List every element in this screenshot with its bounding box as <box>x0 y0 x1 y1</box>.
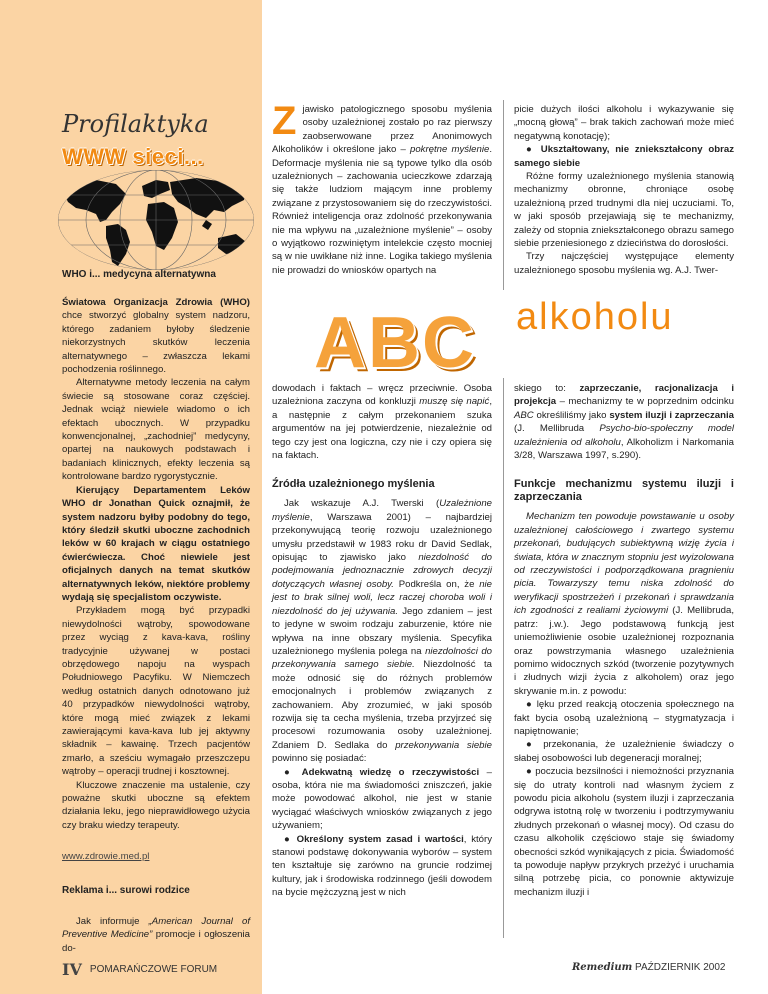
text-italic: Mechanizm ten powoduje powstawanie u osoby uzależnionej całościowego i zwartego systemu przekonań, budujących subiektywną wizję życia i świata, która w znacznym stopniu jest wyizolowana od rzeczywistości i podporządkowana pragnieniu picia. Towarzyszy temu niska zdolność do weryfikacji spostrzeżeń i przekonań i sprawdzania ich zgodności z realiami życiowymi <box>514 511 734 617</box>
text-span: określiliśmy jako <box>533 409 610 421</box>
bullet-item <box>272 833 492 900</box>
text-span: Jego zdaniem – jest to jedyne w swoim rodzaju zaburzenie, które nie wpływa na inne obszary myślenia. Specyfika uzależnionego myślenia polega na <box>272 605 492 657</box>
who-heading: WHO i... medycyna alternatywna <box>62 269 216 280</box>
journal-name: „American Journal of Preventive Medicine” <box>62 916 251 941</box>
text-span: – osoba, która nie ma świadomości zniszczeń, jakie może powodować alkohol, nie jest w stanie wyciągać właściwych wniosków związanych z jego używaniem; <box>272 766 492 832</box>
text-span: Podkreśla on, że <box>393 578 480 590</box>
article-paragraph: Różne formy uzależnionego myślenia stanowią mechanizmy obronne, chroniące osobę uzależnioną przed trudnymi dla niej uczuciami. To, w jaki sposób przejawiają się te mechanizmy, zależy od stopnia zniekształconego obrazu samego siebie przeniesionego z dzieciństwa do dorosłości. <box>514 171 734 250</box>
sidebar-paragraph-bold: Kierujący Departamentem Leków WHO dr Jonathan Quick oznajmił, że system nadzoru byłby podobny do tego, który śledził skutki uboczne zachodnich leków w 60 krajach w ciągu ostatniego ćwierćwiecza. Choć niewiele jest oficjalnych danych na temat skutków alternatywnych leków, niektóre problemy wydają się specjalistom oczywiste. <box>62 484 250 603</box>
footer-section-label: POMARAŃCZOWE FORUM <box>89 964 218 975</box>
article-paragraph: Trzy najczęściej występujące elementy uzależnionego sposobu myślenia wg. A.J. Twer- <box>514 251 734 276</box>
article-column-4 <box>514 382 734 899</box>
text-span: (J. Mellibruda <box>514 423 600 435</box>
article-column-3 <box>272 382 492 900</box>
headline-abc: ABC <box>314 303 476 383</box>
text-span: dowodach i faktach – wręcz przeciwnie. Osoba uzależniona zaczyna od konkluzji <box>272 383 492 408</box>
article-column-2 <box>514 103 734 277</box>
text-span: , Alkoholizm i Narkomania 3/28, Warszawa 1997, s.290). <box>514 436 735 462</box>
text-span: (J. Mellibruda, patrz: j.w.). Jego podstawową funkcją jest uniemożliwienie osobie uzależnionej rozpoznania oraz powstrzymania własnego uzależnienia pomimo widocznych szkód (tworzenie pozytywnych i złudnych wizji życia z alkoholem) oraz jego skrywanie m.in. z powodu: <box>514 605 734 697</box>
text-bold: zaprzeczanie, racjonalizacja i projekcja <box>514 383 735 408</box>
footer-right <box>572 962 725 973</box>
sidebar-text-span: promocje i ogłoszenia do- <box>62 929 250 954</box>
subheading-functions: Funkcje mechanizmu systemu iluzji i zaprzeczania <box>514 478 734 504</box>
bullet-heading: ● Ukształtowany, nie zniekształcony obraz samego siebie <box>514 144 734 169</box>
text-span: , a następnie z całym przekonaniem szuka argumentów na jej potwierdzenie, niezależnie od tego czy jest ona logiczna, czy nie i czy opiera się na faktach. <box>272 396 492 462</box>
article-paragraph <box>514 382 734 462</box>
text-italic: nie jest to brak silnej woli, lecz raczej choroba woli i niezdolność do jej używania. <box>272 578 493 617</box>
text-italic: Psycho-bio-społeczny model uzależnienia od alkoholu <box>514 423 734 448</box>
issue-date: PAŹDZIERNIK 2002 <box>635 962 726 973</box>
text-italic: muszę się napić <box>419 396 490 408</box>
text-span: . Deformacje myślenia nie są typowe tylko dla osób uzależnionych – zachowania ucieczkowe zdarzają się także ludziom mającym inne problemy związane z przystosowaniem się do rzeczywistości. Również inteligencja oraz zdolność przekonywania nie ma wpływu na „uzależnione myślenie” – osoby o wyjątkowo rozwiniętym intelekcie często mocniej są w nie uwikłane niż inne. Logika takiego myślenia nie prowadzi do wniosków opartych na <box>272 144 492 276</box>
bullet-bold: ● Adekwatną wiedzę o rzeczywistości <box>284 766 480 778</box>
magazine-name: Remedium <box>572 962 633 973</box>
sidebar-paragraph <box>62 296 250 376</box>
text-span: skiego to: <box>514 383 580 394</box>
section-title: Profilaktyka <box>62 110 209 138</box>
text-span: , Warszawa 2001) – najbardziej przekonywującą teorię rozwoju uzależnionego umysłu przedstawił w 1983 roku dr David Sedlak, opisując to zjawisko jako <box>272 511 492 564</box>
bullet-bold: ● Określony system zasad i wartości <box>284 833 464 845</box>
article-paragraph: picie dużych ilości alkoholu i wykazywanie się „mocną głową” – brak takich zachowań może mieć negatywną konotację); <box>514 104 734 142</box>
text-span: – mechanizmy te w poprzednim odcinku <box>556 396 734 408</box>
bullet-item: ● przekonania, że uzależnienie świadczy o słabej osobowości lub degeneracji moralnej; <box>514 739 734 764</box>
bullet-item <box>272 766 492 833</box>
text-span: Niezdolność ta może odnosić się do różnych problemów emocjonalnych i problemów związanych z zachowaniem. Aby zrozumieć, w jaki sposób rozwija się ta cecha myślenia, trzeba przyjrzeć się procesowi rozumowania osoby uzależnionej. Zdaniem D. Sedlaka do <box>272 659 492 751</box>
text-italic: niezdolność do podejmowania jednoznacznie zdrowych decyzji dotyczących własnej osoby. <box>272 552 492 590</box>
text-italic: Uzależnione myślenie <box>272 498 492 523</box>
headline-alkoholu: alkoholu <box>516 296 674 338</box>
article-paragraph <box>272 99 492 277</box>
drop-cap: Z <box>272 99 297 143</box>
subheading-sources: Źródła uzależnionego myślenia <box>272 478 435 491</box>
text-span: powinno się posiadać: <box>272 753 367 765</box>
text-italic: przekonywania siebie <box>395 739 492 751</box>
article-paragraph <box>514 510 734 698</box>
text-span: , który stanowi podstawę dokonywania wyborów – system ten kształtuje się zarówno na gruncie rodzimej kultury, jak i środowiska rodzinnego (jeśli dowodem na bycie mężczyzną jest w nich <box>272 833 492 899</box>
text-span: jawisko patologicznego sposobu myślenia osoby uzależnionej zostało po raz pierwszy zaobserwowane przez Anonimowych Alkoholików i określone jako – <box>272 104 492 156</box>
article-paragraph <box>272 382 492 462</box>
text-italic: ABC <box>514 409 534 421</box>
page-number: IV <box>62 960 82 979</box>
sidebar-paragraph: Przykładem mogą być przypadki niewydolności wątroby, spowodowane przez wyciąg z kava-kava, rośliny tradycyjnie używanej w postaci obrzędowego napoju na wyspach Południowego Pacyfiku. W Niemczech według ostatnich danych odnotowano już 40 przypadków niewydolności wątroby, które mogą mieć związek z lekami zawierającymi kava-kava lub jej aktywny składnik – kawainę. Trzech pacjentów zmarło, a sześciu wymagało przeszczepu wątroby – operacji trudnej i kosztownej. <box>62 605 250 778</box>
article-paragraph <box>272 497 492 765</box>
text-span: Jak wskazuje A.J. Twerski ( <box>284 498 440 510</box>
text-bold: system iluzji i zaprzeczania <box>609 409 734 421</box>
bullet-item: ● lęku przed reakcją otoczenia społecznego na fakt bycia osobą uzależnioną – stygmatyzacja i napiętnowanie; <box>514 699 734 737</box>
sidebar-paragraph: Kluczowe znaczenie ma ustalenie, czy poważne skutki uboczne są efektem działania leku, jego nieprawidłowego użycia czy braku wiedzy terapeuty. <box>62 779 250 831</box>
website-link[interactable]: www.zdrowie.med.pl <box>62 851 150 863</box>
sidebar-text-span: Jak informuje <box>76 916 149 928</box>
sidebar-paragraph <box>62 915 250 955</box>
section-subtitle: WWW sieci... <box>62 144 204 169</box>
bullet-item: ● poczucia bezsilności i niemożności przyznania się do utraty kontroli nad własnym życiem z powodu picia alkoholu (system iluzji i zaprzeczania odgrywa istotną rolę w tworzeniu i podtrzymywaniu złudnych przekonań o własnej mocy). Od czasu do czasu alkoholik częściowo staje się świadomy obecności szkód wynikających z picia. Świadomość ta powoduje napływ przykrych przeżyć i uruchamia silną potrzebę picia, co ponownie aktywizuje mechanizm iluzji i <box>514 766 734 898</box>
world-map-globe-icon <box>56 168 256 273</box>
text-italic: pokrętne myślenie <box>410 144 490 156</box>
column-divider <box>503 100 504 290</box>
sidebar-lead-text: chce stworzyć globalny system nadzoru, którego zadaniem byłoby śledzenie niekorzystnych skutków leczenia alternatywnego – zwłaszcza lekami pochodzenia roślinnego. <box>62 310 250 376</box>
article-column-1 <box>272 99 492 277</box>
sidebar-article <box>62 296 250 955</box>
text-italic: niezdolności do przekonywania samego siebie. <box>272 645 492 671</box>
column-divider <box>503 378 504 938</box>
footer-left <box>62 960 217 979</box>
reklama-heading: Reklama i... surowi rodzice <box>62 884 190 896</box>
sidebar-lead-bold: Światowa Organizacja Zdrowia (WHO) <box>62 297 250 308</box>
sidebar-paragraph: Alternatywne metody leczenia na całym świecie są stosowane coraz częściej. Jednak wciąż niewiele wiadomo o ich efektach ubocznych. W przypadku konwencjonalnej, „zachodniej” medycyny, opartej na naukowych podstawach i badaniach klinicznych, efekty leczenia są kontrolowane bardzo rygorystycznie. <box>62 377 250 483</box>
